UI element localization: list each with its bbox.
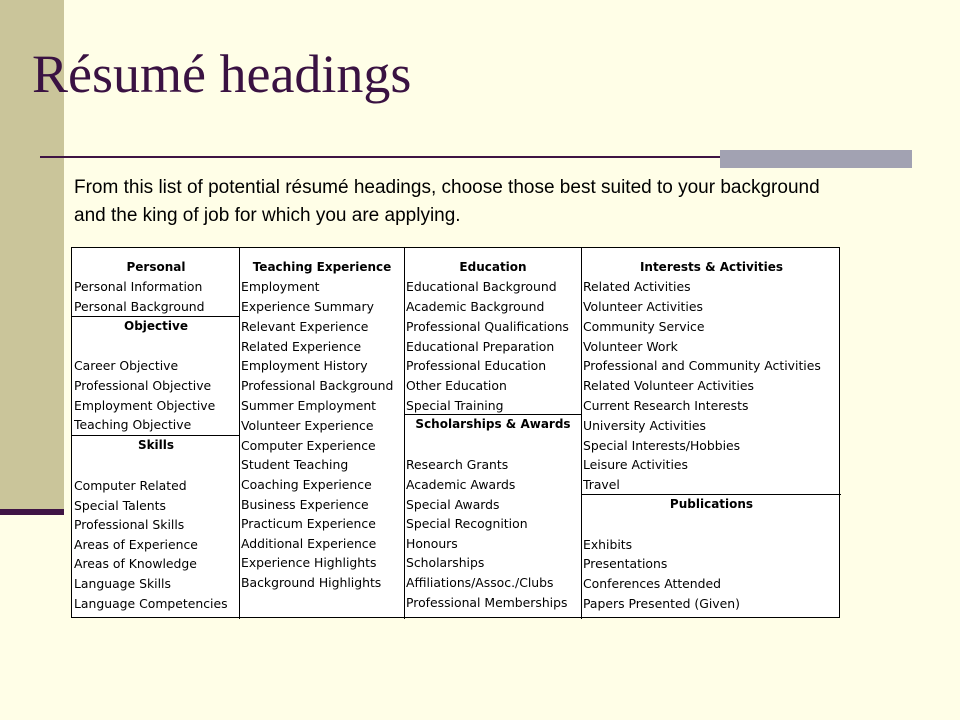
header-teaching-experience: Teaching Experience [252,259,392,274]
list-item: Experience Highlights [241,555,377,571]
column-divider [239,248,240,619]
list-item: Relevant Experience [241,319,369,335]
list-item: Professional Qualifications [406,319,569,335]
list-item: Volunteer Experience [241,418,374,434]
list-item: Papers Presented (Given) [583,595,740,611]
list-item: Related Experience [241,338,362,354]
list-item: Related Activities [583,279,691,295]
list-item: Employment [241,279,320,295]
list-item: Teaching Objective [74,417,192,433]
list-item: Special Interests/Hobbies [583,437,741,453]
list-item: Special Recognition [406,516,528,532]
list-item: Computer Experience [241,437,376,453]
list-item: Honours [406,535,458,551]
list-item: Volunteer Work [583,338,678,354]
list-item: Other Education [406,378,507,394]
list-item: Affiliations/Assoc./Clubs [406,575,554,591]
list-item: Language Skills [74,576,171,592]
list-item: Business Experience [241,496,369,512]
list-item: Academic Awards [406,477,516,493]
list-item: Current Research Interests [583,397,749,413]
list-item: Professional and Community Activities [583,358,821,374]
header-interests-activities: Interests & Activities [639,259,784,274]
header-publications: Publications [669,496,754,511]
list-item: Exhibits [583,536,633,552]
list-item: Employment Objective [74,397,216,413]
column-divider [404,248,405,619]
list-item: Professional Skills [74,517,185,533]
list-item: Summer Employment [241,397,377,413]
list-item: Areas of Knowledge [74,556,197,572]
column-divider [581,248,582,619]
list-item: Related Volunteer Activities [583,378,754,394]
list-item: Travel [583,477,620,493]
list-item: Research Grants [406,457,509,473]
sidebar-rule [0,509,64,515]
list-item: Special Talents [74,497,166,513]
list-item: Special Awards [406,496,500,512]
list-item: Professional Education [406,358,547,374]
list-item: Scholarships [406,555,485,571]
header-education: Education [459,259,527,274]
list-item: Professional Objective [74,378,212,394]
list-item: Conferences Attended [583,576,722,592]
list-item: Language Competencies [74,595,228,611]
list-item: Professional Background [241,378,394,394]
header-personal: Personal [126,259,186,274]
list-item: Practicum Experience [241,516,376,532]
slide-title: Résumé headings [32,44,412,104]
list-item: Coaching Experience [241,477,372,493]
list-item: Presentations [583,556,668,572]
resume-headings-table [71,247,840,618]
list-item: University Activities [583,418,706,434]
list-item: Professional Memberships [406,594,568,610]
header-scholarships-awards: Scholarships & Awards [415,417,571,432]
list-item: Volunteer Activities [583,298,703,314]
header-skills: Skills [137,437,175,452]
list-item: Career Objective [74,358,179,374]
list-item: Leisure Activities [583,457,688,473]
list-item: Background Highlights [241,575,382,591]
list-item: Personal Background [74,298,205,314]
list-item: Special Training [406,397,504,413]
title-accent-bar [720,150,912,168]
list-item: Employment History [241,358,368,374]
list-item: Academic Background [406,298,545,314]
list-item: Educational Background [406,279,557,295]
list-item: Areas of Experience [74,536,198,552]
list-item: Computer Related [74,478,187,494]
list-item: Educational Preparation [406,338,555,354]
intro-text: From this list of potential résumé headings, choose those best suited to your background and the king of job for which you are applying. [74,177,820,226]
list-item: Personal Information [74,279,203,295]
list-item: Experience Summary [241,298,374,314]
list-item: Additional Experience [241,535,377,551]
header-objective: Objective [124,319,188,334]
list-item: Student Teaching [241,457,349,473]
list-item: Community Service [583,319,705,335]
